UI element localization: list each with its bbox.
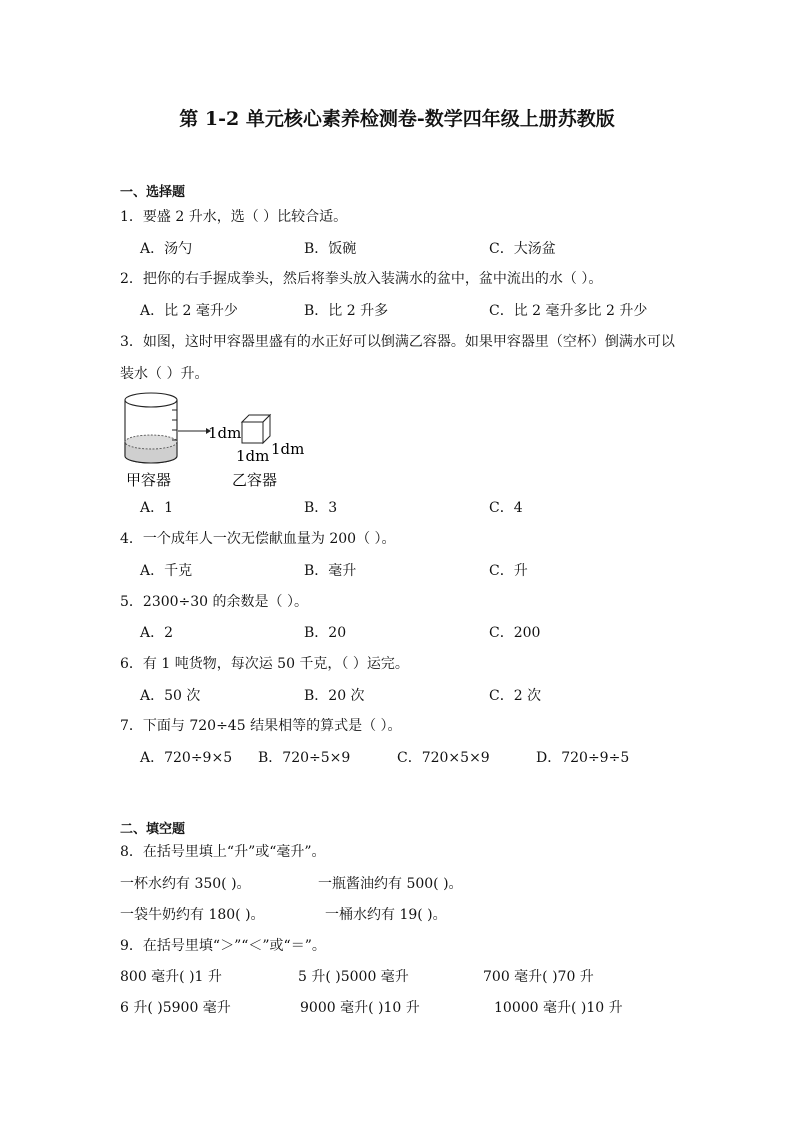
question-9: 9．在括号里填“＞”“＜”或“＝”。 <box>120 938 326 954</box>
q7-option-d: D．720÷9÷5 <box>536 750 630 766</box>
q2-option-c: C．比 2 毫升多比 2 升少 <box>489 303 648 319</box>
q7-option-c: C．720×5×9 <box>397 750 490 766</box>
q2-option-b: B．比 2 升多 <box>304 303 389 319</box>
cube-yi <box>242 415 270 443</box>
q9-blank-4: 6 升( )5900 毫升 <box>120 1000 231 1016</box>
q6-option-c: C．2 次 <box>489 688 542 704</box>
q8-blank-1: 一杯水约有 350( )。 <box>120 876 251 892</box>
q4-option-a: A．千克 <box>140 563 193 579</box>
label-yi: 乙容器 <box>232 471 278 489</box>
q5-option-a: A．2 <box>140 625 174 641</box>
question-4: 4．一个成年人一次无偿献血量为 200（ ）。 <box>120 531 396 547</box>
q1-option-b: B．饭碗 <box>304 241 357 257</box>
containers-figure <box>118 388 318 490</box>
q8-blank-2: 一瓶酱油约有 500( )。 <box>318 876 463 892</box>
question-3-line1: 3．如图，这时甲容器里盛有的水正好可以倒满乙容器。如果甲容器里（空杯）倒满水可以 <box>120 334 675 350</box>
q7-option-b: B．720÷5×9 <box>258 750 351 766</box>
container-jia <box>125 393 177 463</box>
dim-label-bottom: 1dm <box>236 447 270 465</box>
q4-option-c: C．升 <box>489 563 528 579</box>
question-6: 6．有 1 吨货物，每次运 50 千克，（ ）运完。 <box>120 656 409 672</box>
q9-blank-3: 700 毫升( )70 升 <box>483 969 594 985</box>
q8-blank-3: 一袋牛奶约有 180( )。 <box>120 907 265 923</box>
section-heading-fill: 二、填空题 <box>120 822 186 837</box>
q8-blank-4: 一桶水约有 19( )。 <box>325 907 447 923</box>
q4-option-b: B．毫升 <box>304 563 357 579</box>
q1-option-a: A．汤勺 <box>140 241 193 257</box>
q5-option-c: C．200 <box>489 625 541 641</box>
q9-blank-6: 10000 毫升( )10 升 <box>494 1000 623 1016</box>
q3-option-c: C．4 <box>489 500 523 516</box>
q7-option-a: A．720÷9×5 <box>140 750 233 766</box>
label-jia: 甲容器 <box>126 471 172 489</box>
page-title: 第 1-2 单元核心素养检测卷-数学四年级上册苏教版 <box>179 108 615 130</box>
q9-blank-5: 9000 毫升( )10 升 <box>300 1000 420 1016</box>
dim-label-left: 1dm <box>208 424 242 442</box>
section-heading-choice: 一、选择题 <box>120 185 186 200</box>
q2-option-a: A．比 2 毫升少 <box>140 303 238 319</box>
q9-blank-2: 5 升( )5000 毫升 <box>298 969 409 985</box>
question-8: 8．在括号里填上“升”或“毫升”。 <box>120 844 326 860</box>
question-7: 7．下面与 720÷45 结果相等的算式是（ ）。 <box>120 718 402 734</box>
dim-label-right: 1dm <box>271 440 305 458</box>
q3-option-a: A．1 <box>140 500 174 516</box>
q1-option-c: C．大汤盆 <box>489 241 556 257</box>
arrow-icon <box>178 428 211 434</box>
question-1: 1．要盛 2 升水，选（ ）比较合适。 <box>120 209 348 225</box>
question-3-line2: 装水（ ）升。 <box>120 366 209 382</box>
question-5: 5．2300÷30 的余数是（ ）。 <box>120 594 308 610</box>
q9-blank-1: 800 毫升( )1 升 <box>120 969 222 985</box>
q6-option-a: A．50 次 <box>140 688 201 704</box>
q5-option-b: B．20 <box>304 625 347 641</box>
q6-option-b: B．20 次 <box>304 688 365 704</box>
question-2: 2．把你的右手握成拳头，然后将拳头放入装满水的盆中，盆中流出的水（ ）。 <box>120 271 603 287</box>
q3-option-b: B．3 <box>304 500 338 516</box>
